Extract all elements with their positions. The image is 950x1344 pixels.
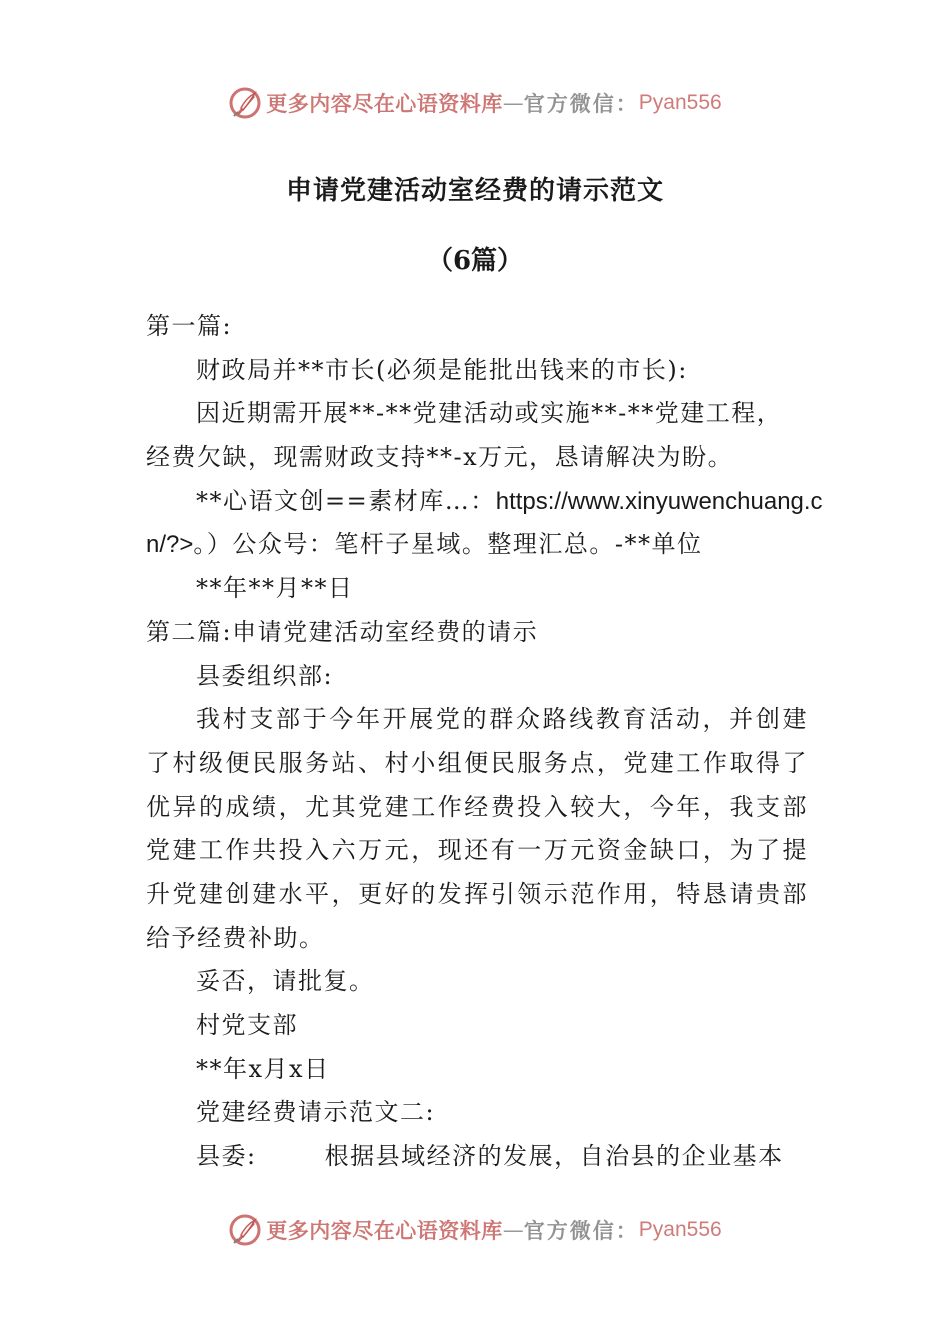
- addressee: 县委组织部:: [196, 661, 334, 690]
- paragraph-text: 根据县域经济的发展，自治县的企业基本: [324, 1142, 784, 1171]
- wechat-label: 官方微信：: [523, 1218, 639, 1243]
- signature-line: 村党支部: [196, 1011, 298, 1039]
- paragraph-line: [146, 523, 808, 567]
- source-url[interactable]: https://www.xinyuwenchuang.c: [495, 487, 823, 515]
- site-slogan: 更多内容尽在心语资料库: [266, 1218, 503, 1243]
- date-line: **年**月**日: [196, 574, 354, 603]
- document-subtitle: （6篇）: [426, 246, 524, 276]
- document-body: [146, 305, 823, 1179]
- paragraph-line: 我村支部于今年开展党的群众路线教育活动，并创建: [196, 705, 808, 734]
- section-heading: 第二篇:申请党建活动室经费的请示: [146, 617, 539, 646]
- wechat-label: 官方微信：: [523, 91, 639, 116]
- paragraph-line: 优异的成绩，尤其党建工作经费投入较大，今年，我支部: [146, 792, 808, 821]
- paragraph-line: 给予经费补助。: [146, 923, 325, 952]
- paragraph-line: 党建工作共投入六万元，现还有一万元资金缺口，为了提: [146, 836, 808, 865]
- banner-separator: —: [502, 1218, 524, 1242]
- document-title: 申请党建活动室经费的请示范文: [285, 176, 664, 206]
- closing-line: 妥否，请批复。: [196, 967, 375, 996]
- section-heading: 党建经费请示范文二:: [196, 1098, 436, 1127]
- paragraph-line: 了村级便民服务站、村小组便民服务点，党建工作取得了: [146, 748, 808, 777]
- site-slogan: 更多内容尽在心语资料库: [266, 91, 503, 116]
- paragraph-line: 经费欠缺，现需财政支持**-x万元，恳请解决为盼。: [146, 443, 734, 472]
- date-line: **年x月x日: [196, 1054, 330, 1083]
- source-note-continued: 。）公众号：笔杆子星域。整理汇总。-**单位: [193, 530, 703, 559]
- source-note: **心语文创==素材库…：: [196, 486, 496, 515]
- paragraph-line: [146, 480, 823, 524]
- quill-logo-icon: [228, 86, 262, 120]
- source-url-continued[interactable]: n/?>: [146, 531, 194, 559]
- wechat-id: Pyan556: [638, 91, 722, 114]
- paragraph-line: 因近期需开展**-**党建活动或实施**-**党建工程，: [196, 399, 783, 428]
- paragraph-line: 升党建创建水平，更好的发挥引领示范作用，特恳请贵部: [146, 879, 808, 908]
- banner-separator: —: [502, 91, 524, 115]
- section-heading: 第一篇:: [146, 312, 233, 340]
- footer-banner: [0, 1205, 950, 1255]
- addressee: 县委:: [196, 1142, 257, 1171]
- header-banner: [0, 78, 950, 128]
- addressee: 财政局并**市长(必须是能批出钱来的市长):: [196, 355, 688, 384]
- paragraph-line: [146, 1135, 808, 1179]
- wechat-id: Pyan556: [638, 1218, 722, 1241]
- quill-logo-icon: [228, 1213, 262, 1247]
